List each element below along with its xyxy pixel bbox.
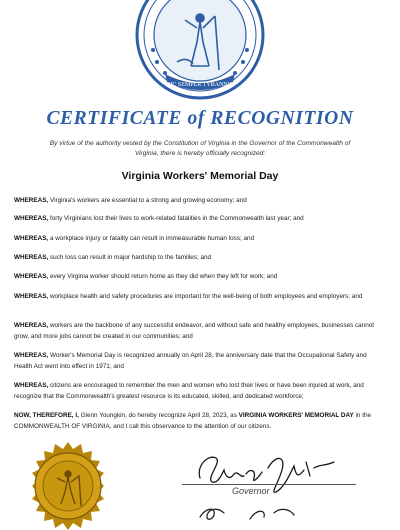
clause-text: forty Virginians lost their lives to work-related fatalities in the Commonwealth last year; and xyxy=(48,215,304,222)
clause-lead: WHEREAS, xyxy=(14,197,49,204)
certificate-title: CERTIFICATE of RECOGNITION xyxy=(46,108,354,129)
whereas-clause xyxy=(14,253,382,264)
clause-lead: WHEREAS, xyxy=(14,293,49,300)
clause-text: Virginia's workers are essential to a strong and growing economy; and xyxy=(48,197,247,204)
clause-lead: WHEREAS, xyxy=(14,235,49,242)
clause-lead: WHEREAS, xyxy=(14,322,49,329)
clause-text: such loss can result in major hardship to the families; and xyxy=(48,254,212,261)
secretary-signature xyxy=(190,503,300,523)
svg-text:SIC SEMPER TYRANNIS: SIC SEMPER TYRANNIS xyxy=(167,82,233,88)
whereas-clause xyxy=(14,292,382,303)
whereas-clause xyxy=(14,381,382,402)
signature-line xyxy=(182,484,356,485)
clause-lead: WHEREAS, xyxy=(14,254,49,261)
clause-text: workers are the backbone of any successful endeavor, and without safe and healthy employees, businesses cannot grow, and more jobs cannot be created in our communities; and xyxy=(14,322,375,340)
proclamation-text-end: in the COMMONWEALTH OF VIRGINIA, and I call this observance to the attention of our citizens. xyxy=(14,412,372,430)
clause-lead: WHEREAS, xyxy=(14,352,49,359)
virginia-state-seal xyxy=(135,0,265,100)
whereas-clause xyxy=(14,214,382,225)
governor-title: Governor xyxy=(232,486,270,496)
proclamation-clause xyxy=(14,411,382,432)
whereas-clause xyxy=(14,351,382,372)
whereas-clause xyxy=(14,234,382,245)
proclamation-text: Glenn Youngkin, do hereby recognize April 28, 2023, as xyxy=(78,412,239,419)
clause-text: Worker's Memorial Day is recognized annually on April 28, the anniversary date that the Occupational Safety and Health Act went into effect in 1971; and xyxy=(14,352,367,370)
proclamation-emphasis: VIRGINIA WORKERS' MEMORIAL DAY xyxy=(238,412,354,419)
authority-statement: By virtue of the authority vested by the Constitution of Virginia in the Governor of the Commonwealth of Virginia, there is hereby officially recognized: xyxy=(49,140,351,157)
clause-text: workplace health and safety procedures are important for the well-being of both employees and employers; and xyxy=(48,293,363,300)
clause-lead: WHEREAS, xyxy=(14,382,49,389)
whereas-clause xyxy=(14,272,382,283)
whereas-clause xyxy=(14,196,382,207)
recognition-heading: Virginia Workers' Memorial Day xyxy=(121,170,279,182)
clause-lead: WHEREAS, xyxy=(14,273,49,280)
clause-text: every Virginia worker should return home as they did when they left for work; and xyxy=(48,273,278,280)
clause-text: citizens are encouraged to remember the men and women who lost their lives or have been injured at work, and recognize that the Commonwealth's greatest resource is its educated, skilled, and dedicated workforce; xyxy=(14,382,364,400)
gold-seal-icon xyxy=(24,442,112,530)
clause-lead: WHEREAS, xyxy=(14,215,49,222)
proclamation-lead: NOW, THEREFORE, I, xyxy=(14,412,79,419)
whereas-clause xyxy=(14,321,382,342)
clause-text: a workplace injury or fatality can result in immeasurable human loss; and xyxy=(48,235,255,242)
